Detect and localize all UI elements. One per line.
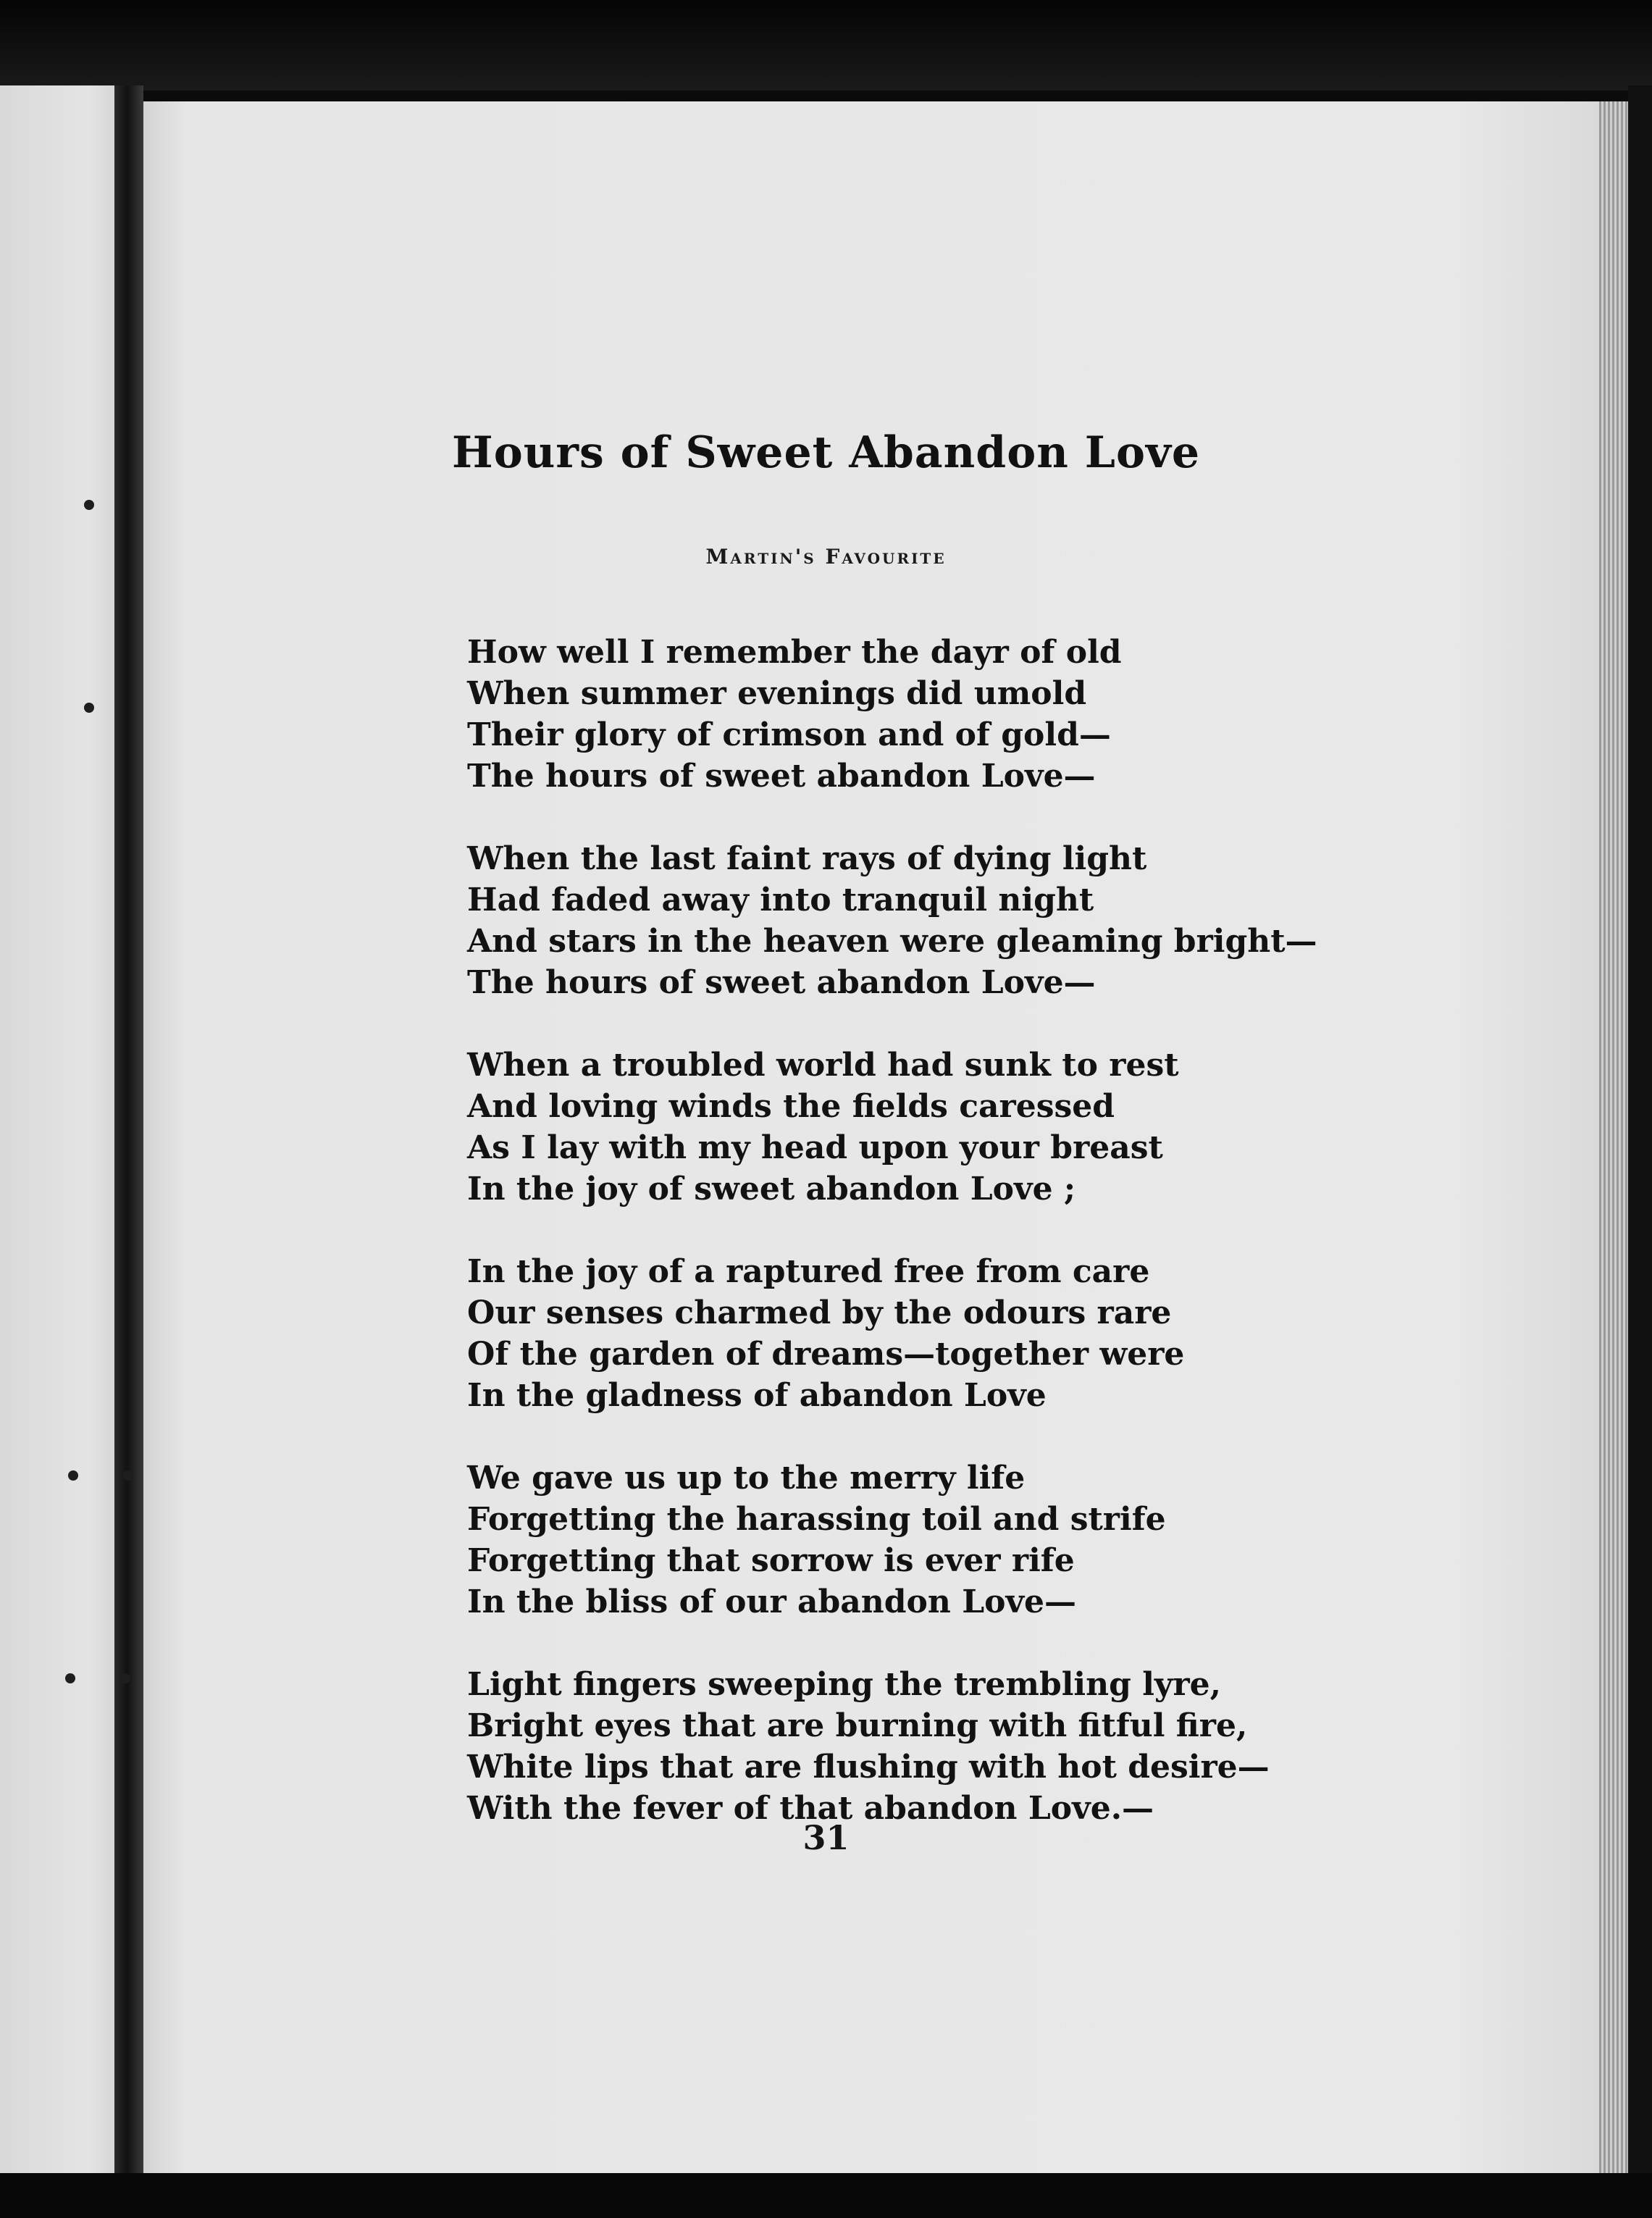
poem-line: The hours of sweet abandon Love— — [467, 964, 1096, 1001]
poem-line: In the gladness of abandon Love — [467, 1377, 1047, 1414]
poem-body — [467, 632, 1317, 1870]
poem-line: In the joy of sweet abandon Love ; — [467, 1171, 1076, 1208]
binding-hole — [84, 703, 94, 713]
binding-hole — [65, 1673, 75, 1683]
poem-line: Light fingers sweeping the trembling lyre, — [467, 1666, 1221, 1703]
poem-line: Their glory of crimson and of gold— — [467, 716, 1111, 753]
poem-line: Our senses charmed by the odours rare — [467, 1294, 1172, 1331]
poem-line: Of the garden of dreams—together were — [467, 1336, 1185, 1373]
binding-hole — [84, 500, 94, 510]
poem-line: As I lay with my head upon your breast — [467, 1129, 1163, 1166]
poem-line: In the bliss of our abandon Love— — [467, 1583, 1077, 1620]
binding-hole — [68, 1470, 78, 1481]
poem-line: Forgetting the harassing toil and strife — [467, 1501, 1166, 1538]
poem-line: With the fever of that abandon Love.— — [467, 1790, 1154, 1827]
poem-line: Had faded away into tranquil night — [467, 882, 1094, 918]
poem-line: And stars in the heaven were gleaming bright— — [467, 923, 1317, 960]
scan-border-top — [0, 0, 1652, 91]
scan-border-bottom — [0, 2173, 1652, 2218]
scan-border-right — [1628, 85, 1652, 2186]
poem-line: White lips that are flushing with hot desire— — [467, 1749, 1270, 1786]
stanza — [467, 1457, 1264, 1623]
poem-title: Hours of Sweet Abandon Love — [452, 427, 1200, 478]
page-number: 31 — [802, 1818, 850, 1857]
stanza — [467, 1251, 1264, 1416]
poem-line: When summer evenings did umold — [467, 675, 1087, 712]
stanza — [467, 838, 1317, 1003]
poem-line: Forgetting that sorrow is ever rife — [467, 1542, 1075, 1579]
poem-line: When the last faint rays of dying light — [467, 840, 1147, 877]
stanza — [467, 1664, 1270, 1829]
stanza — [467, 1045, 1264, 1210]
poem-subtitle: Martin's Favourite — [705, 545, 947, 569]
poem-line: In the joy of a raptured free from care — [467, 1253, 1150, 1290]
poem-line: The hours of sweet abandon Love— — [467, 758, 1096, 795]
poem-line: We gave us up to the merry life — [467, 1460, 1026, 1497]
stanza — [467, 632, 1264, 797]
binding-hole — [120, 1673, 130, 1683]
poem-line: And loving winds the fields caressed — [467, 1088, 1115, 1125]
book-spine — [114, 85, 143, 2179]
page-edge — [1599, 101, 1628, 2173]
binding-hole — [123, 1470, 133, 1481]
poem-line: Bright eyes that are burning with fitful fire, — [467, 1707, 1248, 1744]
poem-line: When a troubled world had sunk to rest — [467, 1047, 1179, 1084]
poem-line: How well I remember the dayr of old — [467, 634, 1122, 671]
facing-page — [0, 85, 127, 2186]
